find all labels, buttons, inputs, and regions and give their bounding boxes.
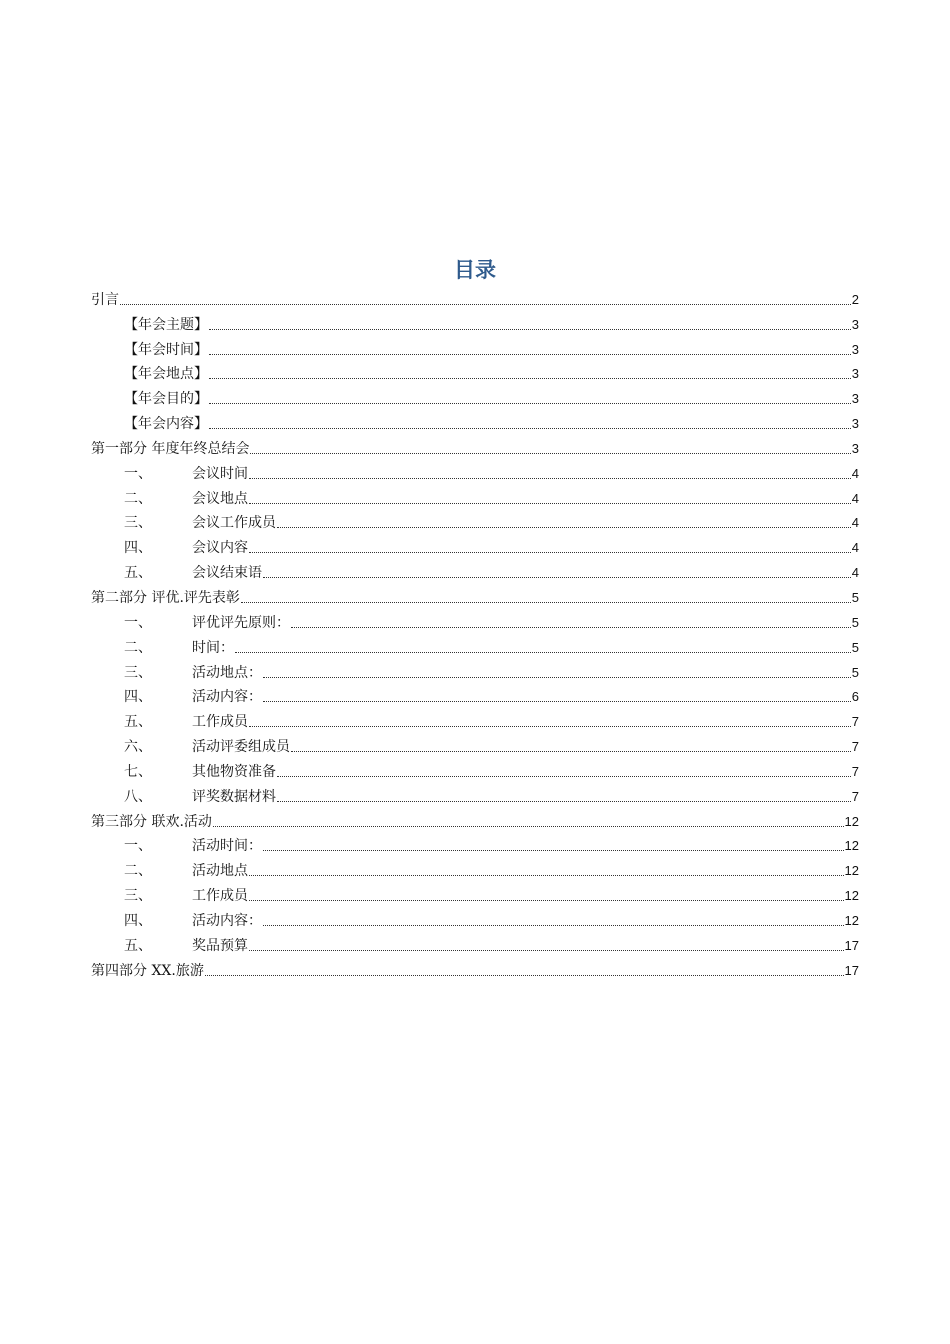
toc-entry-number: 五、 [124,937,152,954]
toc-entry-title: 其他物资准备 [192,763,276,780]
toc-entry[interactable] [91,557,859,582]
dot-leader [249,477,851,479]
dot-leader [277,526,851,528]
dot-leader [263,924,844,926]
toc-entry[interactable] [91,508,859,533]
dot-leader [209,328,851,330]
toc-entry[interactable] [91,408,859,433]
toc-entry-title: 工作成员 [192,714,248,731]
toc-entry-title: 活动评委组成员 [192,739,290,756]
toc-entry-number: 七、 [124,763,152,780]
toc-entry-number: 六、 [124,739,152,756]
toc-entry-number: 三、 [124,888,152,905]
dot-leader [249,899,844,901]
toc-entry[interactable] [91,756,859,781]
toc-entry-number: 四、 [124,689,152,706]
toc-entry-page-number: 7 [851,788,859,804]
toc-entry-title: 会议内容 [192,540,248,557]
dot-leader [209,377,851,379]
toc-entry[interactable] [91,905,859,930]
toc-entry-title: 评奖数据材料 [192,788,276,805]
dot-leader [263,576,851,578]
toc-entry-page-number: 3 [851,366,859,382]
dot-leader [235,651,851,653]
toc-entry-number: 八、 [124,788,152,805]
dot-leader [120,303,851,305]
toc-entry-number: 一、 [124,614,152,631]
dot-leader [263,849,844,851]
toc-entry-page-number: 5 [851,589,859,605]
dot-leader [209,353,851,355]
toc-entry-title: 活动地点 [192,863,248,880]
toc-entry-page-number: 2 [851,291,859,307]
toc-entry-title: 活动内容： [192,912,262,929]
toc-entry-title: 第三部分 联欢.活动 [91,813,212,830]
toc-entry-number: 二、 [124,639,152,656]
toc-entry-title: 活动内容： [192,689,262,706]
toc-entry-page-number: 5 [851,639,859,655]
toc-entry-number: 三、 [124,515,152,532]
dot-leader [277,800,851,802]
toc-entry-number: 四、 [124,540,152,557]
toc-entry-title: 会议时间 [192,465,248,482]
toc-entry-page-number: 4 [851,540,859,556]
toc-entry-title: 【年会目的】 [124,391,208,408]
toc-entry[interactable] [91,682,859,707]
dot-leader [249,551,851,553]
toc-list [91,284,859,980]
dot-leader [263,676,851,678]
toc-entry[interactable] [91,880,859,905]
toc-entry[interactable] [91,781,859,806]
toc-entry-page-number: 6 [851,689,859,705]
toc-entry-page-number: 7 [851,739,859,755]
toc-entry-page-number: 4 [851,565,859,581]
toc-entry-title: 第一部分 年度年终总结会 [91,440,250,457]
toc-entry-number: 二、 [124,490,152,507]
toc-entry-page-number: 12 [844,863,859,879]
dot-leader [263,700,851,702]
toc-entry-title: 第四部分 XX.旅游 [91,962,204,979]
toc-entry-title: 第二部分 评优.评先表彰 [91,589,240,606]
dot-leader [209,427,851,429]
toc-entry-title: 会议结束语 [192,565,262,582]
toc-entry-page-number: 17 [844,962,859,978]
toc-entry-page-number: 17 [844,937,859,953]
toc-entry-title: 【年会主题】 [124,316,208,333]
toc-entry[interactable] [91,930,859,955]
toc-entry-number: 二、 [124,863,152,880]
toc-entry-title: 会议工作成员 [192,515,276,532]
dot-leader [291,750,851,752]
toc-entry-number: 五、 [124,565,152,582]
toc-entry-title: 活动时间： [192,838,262,855]
toc-entry-page-number: 7 [851,763,859,779]
toc-entry-number: 三、 [124,664,152,681]
toc-entry-number: 一、 [124,838,152,855]
toc-entry-title: 工作成员 [192,888,248,905]
toc-entry-title: 会议地点 [192,490,248,507]
toc-entry-page-number: 4 [851,515,859,531]
toc-entry[interactable] [91,334,859,359]
toc-entry-title: 时间： [192,639,234,656]
toc-entry-page-number: 3 [851,440,859,456]
toc-entry[interactable] [91,483,859,508]
toc-entry-number: 四、 [124,912,152,929]
toc-entry[interactable] [91,607,859,632]
toc-entry[interactable] [91,955,859,980]
toc-entry[interactable] [91,383,859,408]
dot-leader [277,775,851,777]
toc-entry-title: 【年会时间】 [124,341,208,358]
dot-leader [205,974,844,976]
toc-entry-page-number: 3 [851,316,859,332]
toc-title: 目录 [454,258,496,282]
toc-entry[interactable] [91,706,859,731]
toc-entry-title: 【年会地点】 [124,366,208,383]
toc-entry[interactable] [91,582,859,607]
toc-entry-number: 一、 [124,465,152,482]
toc-entry-title: 评优评先原则： [192,614,290,631]
dot-leader [291,626,851,628]
dot-leader [249,874,844,876]
toc-entry-page-number: 12 [844,888,859,904]
toc-entry-page-number: 4 [851,490,859,506]
toc-entry[interactable] [91,632,859,657]
toc-entry[interactable] [91,657,859,682]
toc-entry-title: 活动地点： [192,664,262,681]
dot-leader [209,402,851,404]
toc-entry-title: 【年会内容】 [124,416,208,433]
toc-entry[interactable] [91,433,859,458]
toc-entry[interactable] [91,359,859,384]
dot-leader [213,825,844,827]
dot-leader [241,601,851,603]
toc-entry-page-number: 12 [844,912,859,928]
toc-entry-title: 引言 [91,291,119,308]
toc-entry-page-number: 4 [851,465,859,481]
toc-entry-page-number: 5 [851,664,859,680]
toc-entry-number: 五、 [124,714,152,731]
toc-entry-page-number: 12 [844,813,859,829]
toc-entry[interactable] [91,284,859,309]
toc-entry[interactable] [91,309,859,334]
toc-entry[interactable] [91,731,859,756]
dot-leader [250,452,850,454]
toc-entry-title: 奖品预算 [192,937,248,954]
toc-entry[interactable] [91,855,859,880]
toc-entry[interactable] [91,458,859,483]
toc-entry-page-number: 3 [851,416,859,432]
dot-leader [249,502,851,504]
toc-entry[interactable] [91,532,859,557]
toc-entry[interactable] [91,831,859,856]
toc-entry-page-number: 3 [851,391,859,407]
toc-entry-page-number: 5 [851,614,859,630]
dot-leader [249,949,844,951]
toc-entry-page-number: 7 [851,714,859,730]
toc-entry-page-number: 3 [851,341,859,357]
dot-leader [249,725,851,727]
toc-entry[interactable] [91,806,859,831]
toc-entry-page-number: 12 [844,838,859,854]
